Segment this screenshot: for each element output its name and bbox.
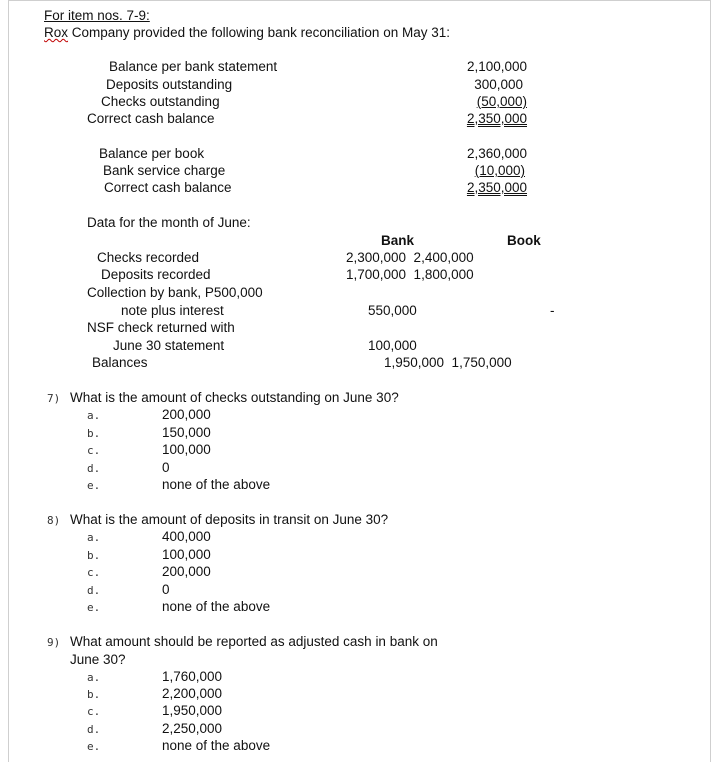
deposits-values: 1,700,000 1,800,000: [346, 267, 474, 282]
option-text: 1,950,000: [162, 703, 223, 718]
intro-line: [44, 25, 450, 41]
col-book-header: Book: [507, 233, 541, 248]
bank-row-value: 2,350,000: [466, 111, 527, 126]
option-text: 0: [162, 460, 170, 475]
option-letter: b.: [87, 549, 101, 562]
question-text: What is the amount of deposits in transit on June 30?: [70, 512, 389, 527]
option-letter: e.: [87, 740, 101, 753]
book-row-value: 2,360,000: [466, 146, 527, 161]
bank-row-label: Correct cash balance: [87, 111, 215, 126]
deposits-label: Deposits recorded: [101, 267, 211, 282]
option-text: 1,760,000: [162, 669, 223, 684]
collection-label: Collection by bank, P500,000: [87, 285, 263, 300]
option-letter: c.: [87, 444, 101, 457]
question-number: 9): [47, 636, 61, 649]
book-row-value: (10,000): [474, 163, 525, 178]
page-frame-right: [710, 0, 711, 762]
option-letter: b.: [87, 688, 101, 701]
bank-row-value: (50,000): [476, 94, 527, 109]
book-row-label: Balance per book: [99, 146, 205, 161]
question-text: What amount should be reported as adjusted cash in bank on: [70, 634, 438, 649]
book-row-label: Bank service charge: [103, 163, 226, 178]
balances-label: Balances: [92, 355, 148, 370]
nsf-value: 100,000: [368, 338, 417, 353]
question-text: What is the amount of checks outstanding on June 30?: [70, 390, 399, 405]
balances-values: 1,950,000 1,750,000: [384, 355, 512, 370]
bank-row-value: 300,000: [474, 77, 523, 92]
option-letter: d.: [87, 723, 101, 736]
option-text: 200,000: [162, 564, 211, 579]
option-letter: c.: [87, 705, 101, 718]
checks-label: Checks recorded: [97, 250, 200, 265]
option-text: 0: [162, 582, 170, 597]
option-letter: c.: [87, 566, 101, 579]
checks-values: 2,300,000 2,400,000: [346, 250, 474, 265]
option-text: 100,000: [162, 442, 211, 457]
bank-row-label: Balance per bank statement: [109, 59, 278, 74]
bank-row-label: Checks outstanding: [101, 94, 220, 109]
june-heading: Data for the month of June:: [87, 215, 251, 230]
nsf-label: NSF check returned with: [87, 320, 235, 335]
book-row-label: Correct cash balance: [104, 180, 232, 195]
bank-row-value: 2,100,000: [466, 59, 527, 74]
option-text: none of the above: [162, 738, 271, 753]
option-letter: b.: [87, 427, 101, 440]
option-text: 150,000: [162, 425, 211, 440]
col-bank-header: Bank: [381, 233, 415, 248]
option-letter: a.: [87, 409, 101, 422]
option-text: 200,000: [162, 407, 211, 422]
option-letter: a.: [87, 531, 101, 544]
option-text: none of the above: [162, 477, 271, 492]
intro-rest: Company provided the following bank reconciliation on May 31:: [68, 25, 450, 40]
option-text: 400,000: [162, 529, 211, 544]
page-frame-top: [8, 0, 710, 1]
option-text: 2,200,000: [162, 686, 223, 701]
option-text: 2,250,000: [162, 721, 223, 736]
book-row-value: 2,350,000: [466, 180, 527, 195]
option-text: none of the above: [162, 599, 271, 614]
option-letter: d.: [87, 584, 101, 597]
question-number: 8): [47, 514, 61, 527]
option-letter: e.: [87, 479, 101, 492]
option-letter: a.: [87, 671, 101, 684]
bank-row-label: Deposits outstanding: [106, 77, 233, 92]
item-label: For item nos. 7-9:: [44, 8, 150, 23]
question-text-cont: June 30?: [70, 652, 126, 667]
option-letter: d.: [87, 462, 101, 475]
nsf-label-cont: June 30 statement: [113, 338, 225, 353]
option-letter: e.: [87, 601, 101, 614]
collection-label-cont: note plus interest: [121, 303, 224, 318]
page-frame-left: [8, 0, 9, 762]
option-text: 100,000: [162, 547, 211, 562]
company-name: Rox: [44, 25, 69, 40]
collection-value: 550,000: [368, 303, 417, 318]
question-number: 7): [47, 392, 61, 405]
collection-book-dash: -: [550, 303, 555, 318]
